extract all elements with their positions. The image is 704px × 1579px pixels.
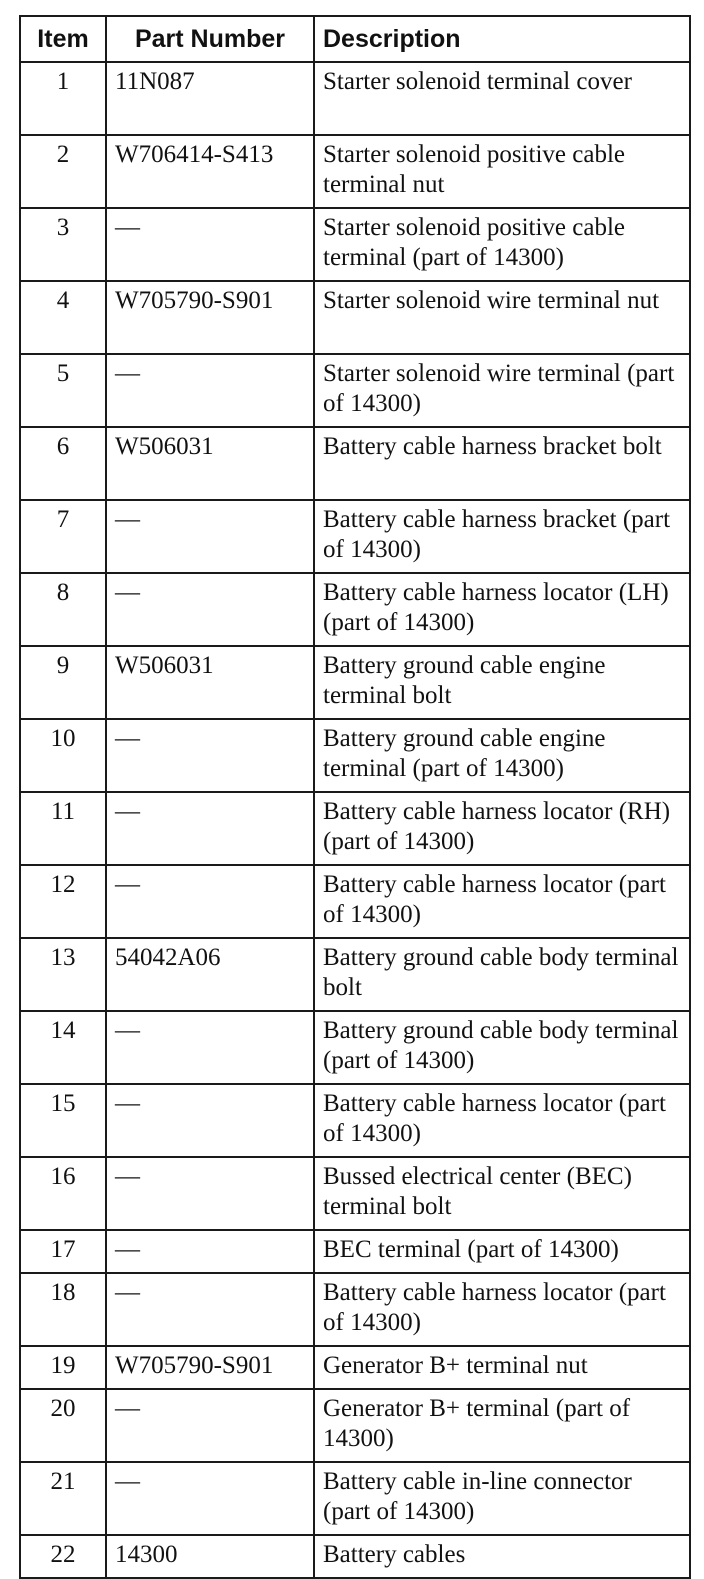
description-cell: Battery cable harness locator (RH) (part of 14300) — [314, 792, 690, 865]
part-number-cell: 11N087 — [106, 62, 314, 135]
table-row — [20, 427, 690, 500]
table-row — [20, 1273, 690, 1346]
table-row — [20, 719, 690, 792]
item-cell: 20 — [20, 1389, 106, 1462]
table-row — [20, 354, 690, 427]
part-number-cell: W706414-S413 — [106, 135, 314, 208]
header-row — [20, 16, 690, 62]
item-cell: 3 — [20, 208, 106, 281]
table-row — [20, 792, 690, 865]
item-cell: 14 — [20, 1011, 106, 1084]
part-number-cell: — — [106, 1084, 314, 1157]
part-number-cell: W506031 — [106, 646, 314, 719]
table-row — [20, 500, 690, 573]
item-cell: 9 — [20, 646, 106, 719]
description-cell: Battery cable harness bracket (part of 14300) — [314, 500, 690, 573]
table-row — [20, 1084, 690, 1157]
item-cell: 21 — [20, 1462, 106, 1535]
table-row — [20, 646, 690, 719]
table-row — [20, 62, 690, 135]
item-cell: 7 — [20, 500, 106, 573]
table-row — [20, 573, 690, 646]
description-cell: BEC terminal (part of 14300) — [314, 1230, 690, 1273]
item-cell: 5 — [20, 354, 106, 427]
table-row — [20, 1462, 690, 1535]
description-cell: Battery cable in-line connector (part of 14300) — [314, 1462, 690, 1535]
description-cell: Battery cable harness locator (LH) (part of 14300) — [314, 573, 690, 646]
table-body — [20, 62, 690, 1578]
part-number-cell: — — [106, 573, 314, 646]
part-number-cell: — — [106, 354, 314, 427]
table-row — [20, 938, 690, 1011]
description-cell: Starter solenoid terminal cover — [314, 62, 690, 135]
header-part-number: Part Number — [106, 16, 314, 62]
item-cell: 15 — [20, 1084, 106, 1157]
part-number-cell: W506031 — [106, 427, 314, 500]
table-row — [20, 135, 690, 208]
part-number-cell: — — [106, 1462, 314, 1535]
item-cell: 4 — [20, 281, 106, 354]
part-number-cell: — — [106, 865, 314, 938]
item-cell: 1 — [20, 62, 106, 135]
part-number-cell: — — [106, 1230, 314, 1273]
description-cell: Battery ground cable engine terminal bolt — [314, 646, 690, 719]
part-number-cell: — — [106, 719, 314, 792]
part-number-cell: — — [106, 1157, 314, 1230]
item-cell: 19 — [20, 1346, 106, 1389]
description-cell: Battery ground cable engine terminal (part of 14300) — [314, 719, 690, 792]
description-cell: Starter solenoid wire terminal (part of 14300) — [314, 354, 690, 427]
description-cell: Starter solenoid positive cable terminal (part of 14300) — [314, 208, 690, 281]
table-row — [20, 865, 690, 938]
item-cell: 2 — [20, 135, 106, 208]
description-cell: Battery ground cable body terminal (part of 14300) — [314, 1011, 690, 1084]
part-number-cell: — — [106, 1389, 314, 1462]
description-cell: Bussed electrical center (BEC) terminal bolt — [314, 1157, 690, 1230]
header-description: Description — [314, 16, 690, 62]
header-item: Item — [20, 16, 106, 62]
description-cell: Battery cable harness bracket bolt — [314, 427, 690, 500]
item-cell: 17 — [20, 1230, 106, 1273]
item-cell: 22 — [20, 1535, 106, 1578]
description-cell: Battery cable harness locator (part of 14300) — [314, 865, 690, 938]
item-cell: 18 — [20, 1273, 106, 1346]
description-cell: Starter solenoid wire terminal nut — [314, 281, 690, 354]
table-row — [20, 1230, 690, 1273]
description-cell: Battery ground cable body terminal bolt — [314, 938, 690, 1011]
item-cell: 12 — [20, 865, 106, 938]
part-number-cell: — — [106, 208, 314, 281]
table-row — [20, 208, 690, 281]
part-number-cell: W705790-S901 — [106, 1346, 314, 1389]
item-cell: 11 — [20, 792, 106, 865]
part-number-cell: W705790-S901 — [106, 281, 314, 354]
description-cell: Battery cables — [314, 1535, 690, 1578]
item-cell: 6 — [20, 427, 106, 500]
description-cell: Starter solenoid positive cable terminal nut — [314, 135, 690, 208]
table-row — [20, 1157, 690, 1230]
part-number-cell: 54042A06 — [106, 938, 314, 1011]
table-row — [20, 1346, 690, 1389]
item-cell: 8 — [20, 573, 106, 646]
parts-table — [19, 15, 691, 1579]
table-header — [20, 16, 690, 62]
description-cell: Generator B+ terminal nut — [314, 1346, 690, 1389]
table-row — [20, 1535, 690, 1578]
description-cell: Battery cable harness locator (part of 14300) — [314, 1084, 690, 1157]
description-cell: Generator B+ terminal (part of 14300) — [314, 1389, 690, 1462]
item-cell: 16 — [20, 1157, 106, 1230]
table-row — [20, 1389, 690, 1462]
description-cell: Battery cable harness locator (part of 14300) — [314, 1273, 690, 1346]
table-row — [20, 281, 690, 354]
part-number-cell: — — [106, 1273, 314, 1346]
item-cell: 13 — [20, 938, 106, 1011]
part-number-cell: — — [106, 1011, 314, 1084]
part-number-cell: — — [106, 792, 314, 865]
part-number-cell: — — [106, 500, 314, 573]
item-cell: 10 — [20, 719, 106, 792]
table-row — [20, 1011, 690, 1084]
part-number-cell: 14300 — [106, 1535, 314, 1578]
